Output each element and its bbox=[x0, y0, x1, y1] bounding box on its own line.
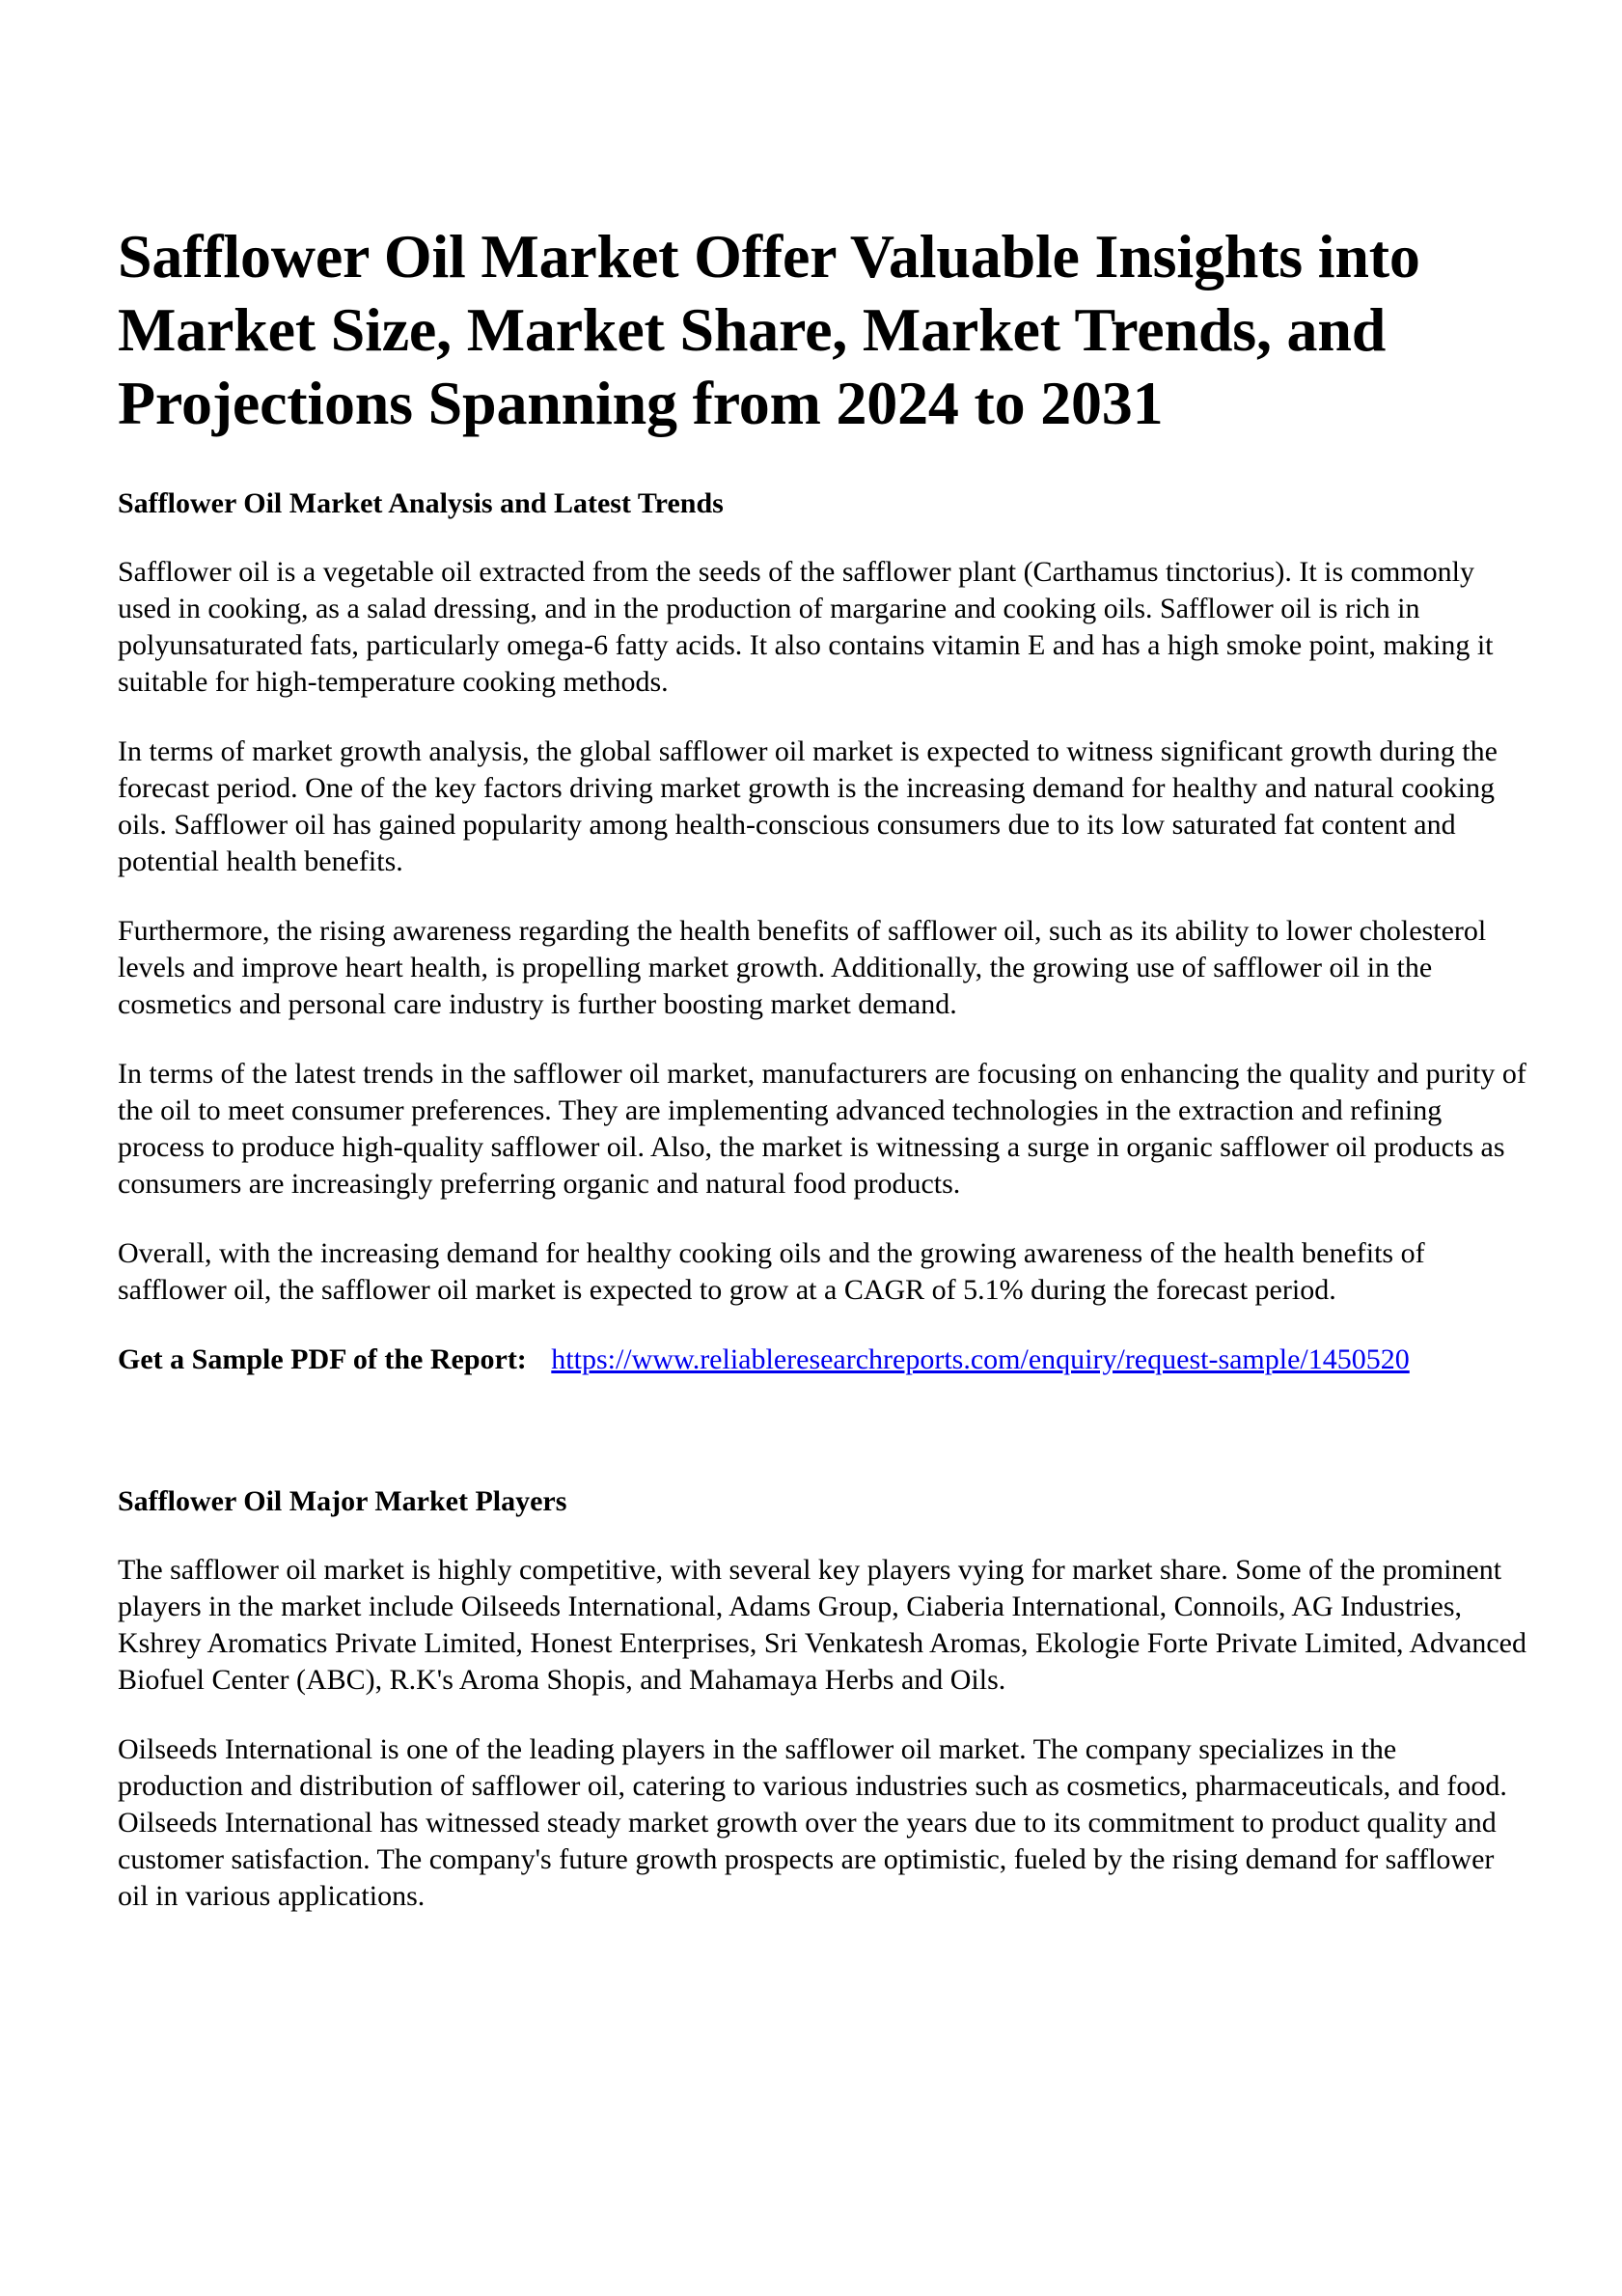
paragraph-oilseeds-international: Oilseeds International is one of the leading players in the safflower oil market. The company specializes in the production and distribution of safflower oil, catering to various industries such as cosmetics, pharmaceuticals, and food. Oilseeds International has witnessed steady market growth over the years due to its commitment to product quality and customer satisfaction. The company's future growth prospects are optimistic, fueled by the rising demand for safflower oil in various applications. bbox=[118, 1733, 1507, 1912]
sample-pdf-label: Get a Sample PDF of the Report: bbox=[118, 1343, 527, 1375]
section-heading-analysis: Safflower Oil Market Analysis and Latest Trends bbox=[118, 487, 724, 519]
paragraph-key-players: The safflower oil market is highly competitive, with several key players vying for market share. Some of the prominent players in the market include Oilseeds International, Adams Group, Ciaberia International, Connoils, AG Industries, Kshrey Aromatics Private Limited, Honest Enterprises, Sri Venkatesh Aromas, Ekologie Forte Private Limited, Advanced Biofuel Center (ABC), R.K's Aroma Shopis, and Mahamaya Herbs and Oils. bbox=[118, 1554, 1526, 1696]
sample-pdf-line bbox=[118, 1342, 1526, 1378]
paragraph-cagr-summary: Overall, with the increasing demand for healthy cooking oils and the growing awareness of the health benefits of safflower oil, the safflower oil market is expected to grow at a CAGR of 5.1% during the forecast period. bbox=[118, 1237, 1425, 1306]
document-page bbox=[118, 220, 1526, 1948]
section-heading-market-players: Safflower Oil Major Market Players bbox=[118, 1485, 567, 1517]
paragraph-latest-trends: In terms of the latest trends in the safflower oil market, manufacturers are focusing on enhancing the quality and purity of the oil to meet consumer preferences. They are implementing advanced technologies in the extraction and refining process to produce high-quality safflower oil. Also, the market is witnessing a surge in organic safflower oil products as consumers are increasingly preferring organic and natural food products. bbox=[118, 1058, 1526, 1200]
analysis-section bbox=[118, 486, 1526, 1378]
market-players-section bbox=[118, 1484, 1526, 1915]
paragraph-definition: Safflower oil is a vegetable oil extracted from the seeds of the safflower plant (Carthamus tinctorius). It is commonly used in cooking, as a salad dressing, and in the production of margarine and cooking oils. Safflower oil is rich in polyunsaturated fats, particularly omega-6 fatty acids. It also contains vitamin E and has a high smoke point, making it suitable for high-temperature cooking methods. bbox=[118, 556, 1494, 698]
sample-pdf-link[interactable]: https://www.reliableresearchreports.com/enquiry/request-sample/1450520 bbox=[551, 1343, 1410, 1375]
paragraph-growth-analysis: In terms of market growth analysis, the global safflower oil market is expected to witness significant growth during the forecast period. One of the key factors driving market growth is the increasing demand for healthy and natural cooking oils. Safflower oil has gained popularity among health-conscious consumers due to its low saturated fat content and potential health benefits. bbox=[118, 735, 1498, 877]
page-title: Safflower Oil Market Offer Valuable Insights into Market Size, Market Share, Market Trends, and Projections Spanning from 2024 to 2031 bbox=[118, 222, 1420, 437]
paragraph-health-awareness: Furthermore, the rising awareness regarding the health benefits of safflower oil, such as its ability to lower cholesterol levels and improve heart health, is propelling market growth. Additionally, the growing use of safflower oil in the cosmetics and personal care industry is further boosting market demand. bbox=[118, 915, 1487, 1020]
